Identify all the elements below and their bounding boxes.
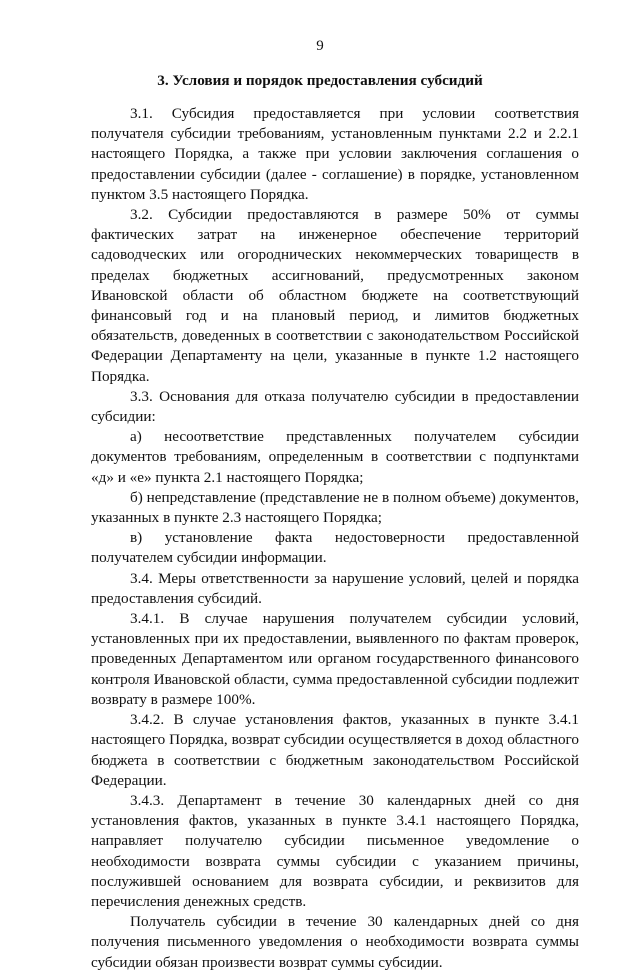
paragraph-return: Получатель субсидии в течение 30 календарных дней со дня получения письменного уведомления о необходимости возврата суммы субсидии обязан произвести возврат суммы субсидии. [91,913,579,971]
page-number: 9 [316,38,324,54]
paragraph-3-2: 3.2. Субсидии предоставляются в размере 50% от суммы фактических затрат на инженерное обеспечение территорий садоводческих или огороднических некоммерческих товариществ в пределах бюджетных ассигнований, предусмотренных законом Ивановской области об областном бюджете на соответствующий финансовый год и на плановый период, и лимитов бюджетных обязательств, доведенных в соответствии с законодательством Российской Федерации Департаменту на цели, указанные в пункте 1.2 настоящего Порядка. [91,206,579,385]
paragraph-3-1: 3.1. Субсидия предоставляется при условии соответствия получателя субсидии требованиям, установленным пунктами 2.2 и 2.2.1 настоящего Порядка, а также при условии заключения соглашения о предоставлении субсидии (далее - соглашение) в порядке, установленном пунктом 3.5 настоящего Порядка. [91,105,579,203]
paragraph-3-4-1: 3.4.1. В случае нарушения получателем субсидии условий, установленных при их предоставлении, выявленного по фактам проверок, проведенных Департаментом или органом государственного финансового контроля Ивановской области, сумма предоставленной субсидии подлежит возврату в размере 100%. [91,610,579,708]
document-body [91,104,579,973]
paragraph-3-3-b: б) непредставление (представление не в полном объеме) документов, указанных в пункте 2.3 настоящего Порядка; [91,488,579,527]
paragraph-3-3-a: а) несоответствие представленных получателем субсидии документов требованиям, определенным в соответствии с подпунктами «д» и «е» пункта 2.1 настоящего Порядка; [91,428,579,486]
section-heading: 3. Условия и порядок предоставления субсидий [157,72,483,89]
paragraph-3-3-v: в) установление факта недостоверности предоставленной получателем субсидии информации. [91,529,579,567]
paragraph-3-4-2: 3.4.2. В случае установления фактов, указанных в пункте 3.4.1 настоящего Порядка, возврат субсидии осуществляется в доход областного бюджета в соответствии с бюджетным законодательством Российской Федерации. [91,711,579,789]
paragraph-3-3: 3.3. Основания для отказа получателю субсидии в предоставлении субсидии: [91,387,579,426]
paragraph-3-4-3: 3.4.3. Департамент в течение 30 календарных дней со дня установления фактов, указанных в пункте 3.4.1 настоящего Порядка, направляет получателю субсидии письменное уведомление о необходимости возврата суммы субсидии с указанием причины, послужившей основанием для возврата субсидии, и реквизитов для перечисления денежных средств. [91,791,579,910]
paragraph-3-4: 3.4. Меры ответственности за нарушение условий, целей и порядка предоставления субсидий. [91,569,579,607]
